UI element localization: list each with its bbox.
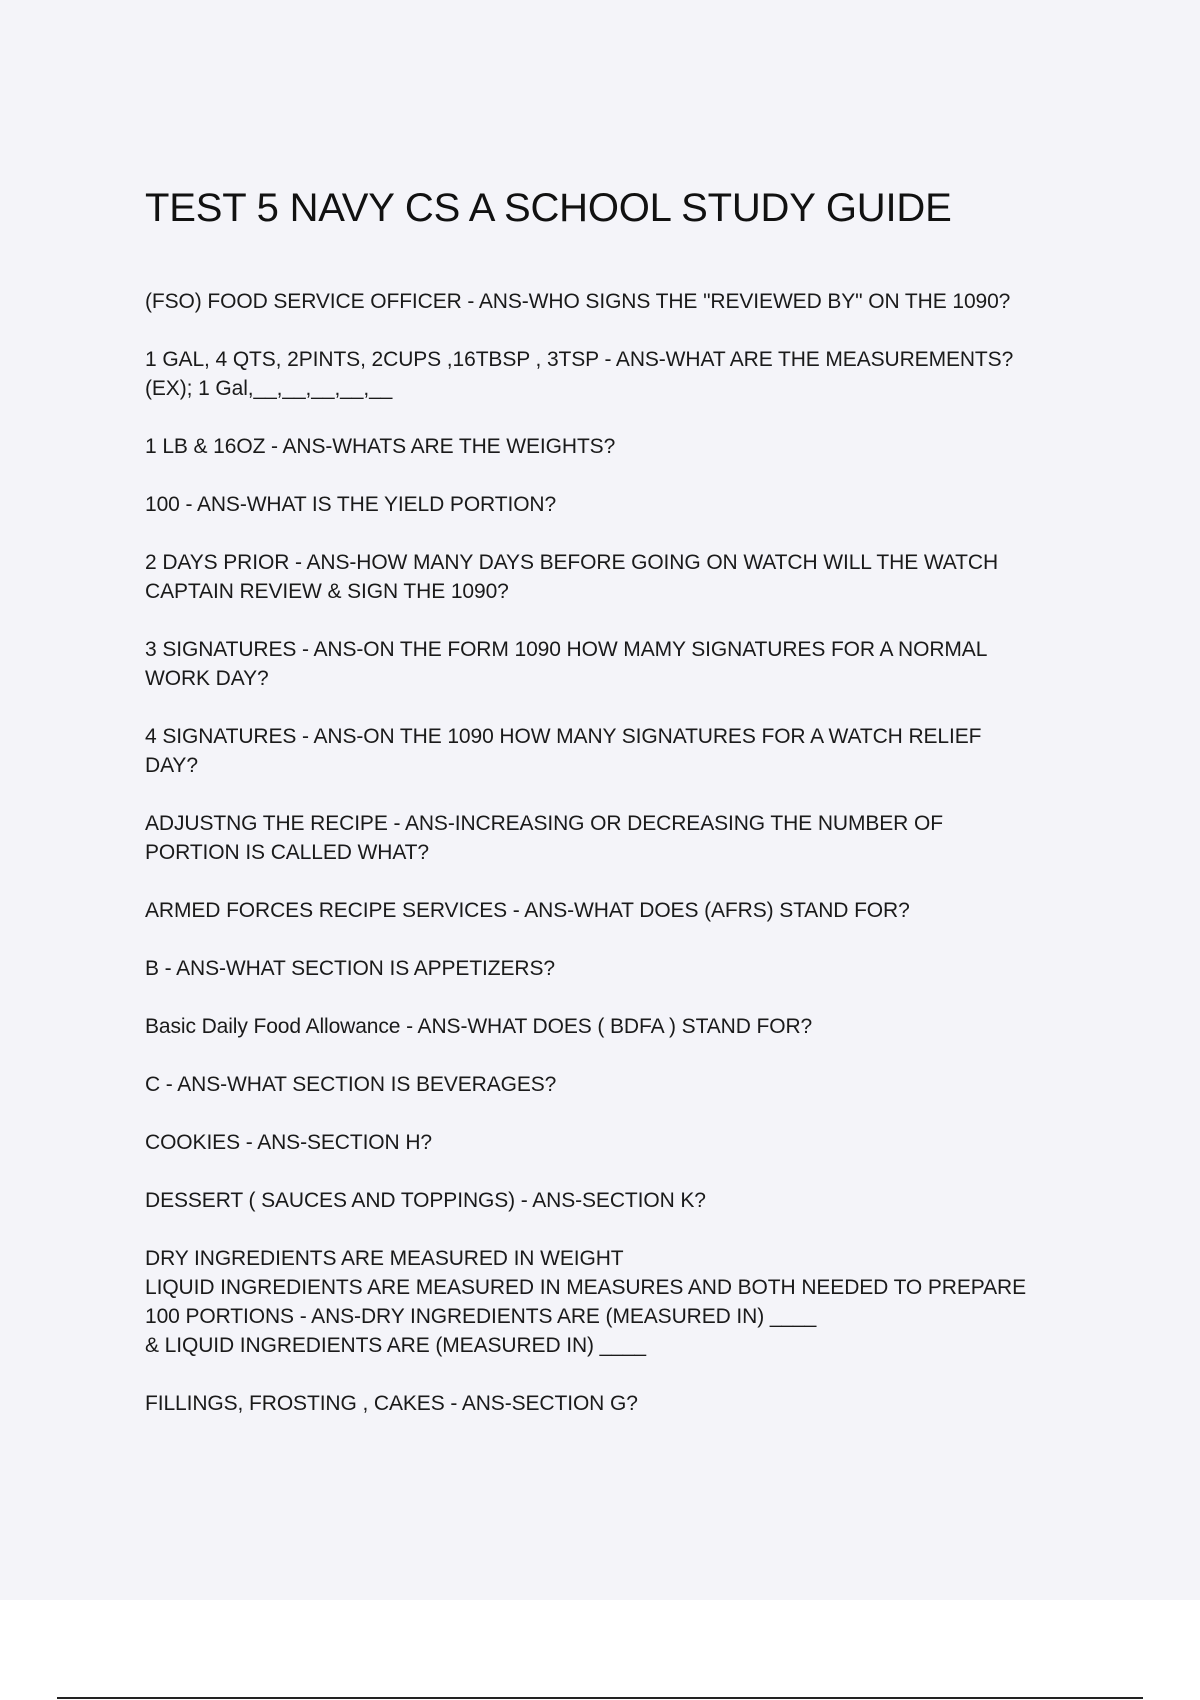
qa-item: COOKIES - ANS-SECTION H? (145, 1131, 432, 1154)
qa-item: (FSO) FOOD SERVICE OFFICER - ANS-WHO SIGNS THE "REVIEWED BY" ON THE 1090? (145, 290, 1011, 313)
qa-item: 1 LB & 16OZ - ANS-WHATS ARE THE WEIGHTS? (145, 435, 616, 458)
qa-item: ARMED FORCES RECIPE SERVICES - ANS-WHAT DOES (AFRS) STAND FOR? (145, 899, 910, 922)
qa-item: ADJUSTNG THE RECIPE - ANS-INCREASING OR DECREASING THE NUMBER OF PORTION IS CALLED WHAT? (145, 812, 943, 864)
qa-item: C - ANS-WHAT SECTION IS BEVERAGES? (145, 1073, 557, 1096)
qa-item: 2 DAYS PRIOR - ANS-HOW MANY DAYS BEFORE GOING ON WATCH WILL THE WATCH CAPTAIN REVIEW & SIGN THE 1090? (145, 551, 999, 603)
document-content (145, 183, 1095, 1447)
qa-item: 100 - ANS-WHAT IS THE YIELD PORTION? (145, 493, 557, 516)
qa-item: Basic Daily Food Allowance - ANS-WHAT DOES ( BDFA ) STAND FOR? (145, 1015, 813, 1038)
qa-item: 1 GAL, 4 QTS, 2PINTS, 2CUPS ,16TBSP , 3TSP - ANS-WHAT ARE THE MEASUREMENTS? (EX); 1 Gal,__,__,__,__,__ (145, 348, 1014, 400)
qa-item: FILLINGS, FROSTING , CAKES - ANS-SECTION G? (145, 1392, 638, 1415)
qa-item: B - ANS-WHAT SECTION IS APPETIZERS? (145, 957, 555, 980)
document-title: TEST 5 NAVY CS A SCHOOL STUDY GUIDE (145, 186, 952, 230)
qa-item: DRY INGREDIENTS ARE MEASURED IN WEIGHT LIQUID INGREDIENTS ARE MEASURED IN MEASURES AND BOTH NEEDED TO PREPARE 100 PORTIONS - ANS-DRY INGREDIENTS ARE (MEASURED IN) ____ & LIQUID INGREDIENTS ARE (MEASURED IN) ____ (145, 1247, 1027, 1357)
qa-item: DESSERT ( SAUCES AND TOPPINGS) - ANS-SECTION K? (145, 1189, 706, 1212)
qa-item: 4 SIGNATURES - ANS-ON THE 1090 HOW MANY SIGNATURES FOR A WATCH RELIEF DAY? (145, 725, 982, 777)
footer-divider (57, 1697, 1143, 1699)
qa-item: 3 SIGNATURES - ANS-ON THE FORM 1090 HOW MAMY SIGNATURES FOR A NORMAL WORK DAY? (145, 638, 988, 690)
